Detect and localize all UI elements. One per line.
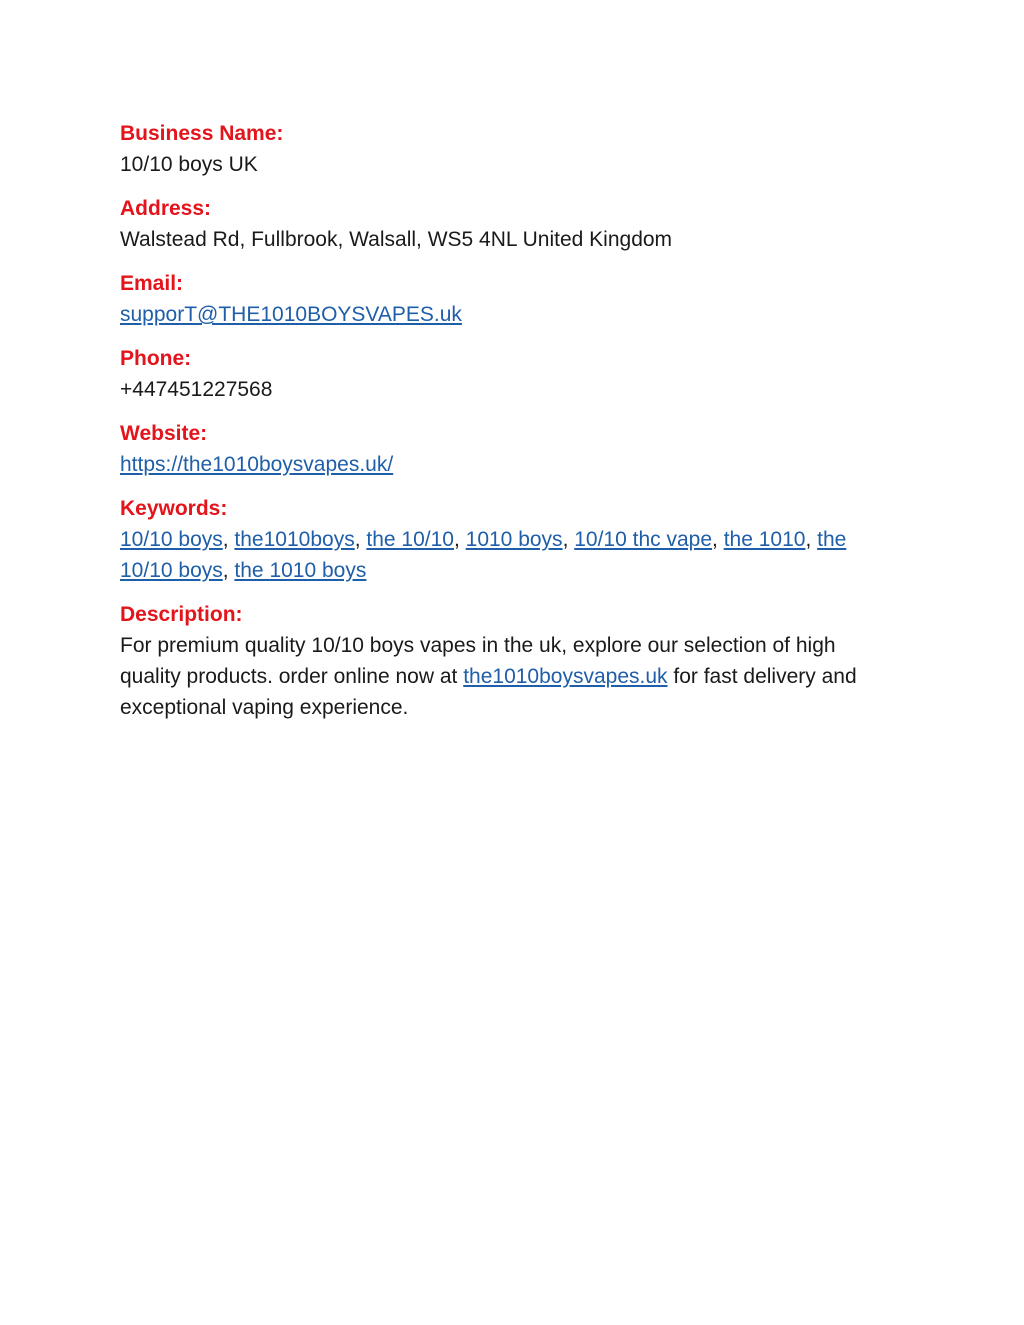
keyword-link[interactable]: 10/10 thc vape xyxy=(574,528,713,551)
keyword-link[interactable]: the 1010 boys xyxy=(234,559,367,582)
address-field xyxy=(120,193,900,255)
keyword-separator: , xyxy=(562,528,575,551)
keyword-link[interactable]: the1010boys xyxy=(234,528,355,551)
keyword-link[interactable]: the 10/10 xyxy=(366,528,454,551)
address-label: Address: xyxy=(120,197,212,220)
description-text xyxy=(120,630,900,723)
keywords-label: Keywords: xyxy=(120,497,228,520)
keyword-link[interactable]: 10/10 boys xyxy=(120,528,223,551)
keyword-separator: , xyxy=(222,559,235,582)
description-field xyxy=(120,599,900,723)
description-text-before: For premium quality 10/10 boys vapes in the uk, explore our selection of high quality products. order online now at xyxy=(120,634,836,688)
keyword-link[interactable]: the 1010 xyxy=(723,528,806,551)
description-label: Description: xyxy=(120,603,243,626)
keywords-field xyxy=(120,493,900,586)
business-name-label: Business Name: xyxy=(120,122,284,145)
business-name-field xyxy=(120,118,900,180)
email-label: Email: xyxy=(120,272,184,295)
document-page xyxy=(120,118,900,736)
description-text-after: for fast delivery and exceptional vaping experience. xyxy=(120,665,857,719)
website-field xyxy=(120,418,900,480)
phone-label: Phone: xyxy=(120,347,192,370)
phone-field xyxy=(120,343,900,405)
keyword-link[interactable]: 1010 boys xyxy=(465,528,563,551)
website-label: Website: xyxy=(120,422,208,445)
phone-value: +447451227568 xyxy=(120,378,273,401)
keyword-separator: , xyxy=(354,528,367,551)
address-value: Walstead Rd, Fullbrook, Walsall, WS5 4NL United Kingdom xyxy=(120,228,673,251)
keyword-separator: , xyxy=(453,528,466,551)
business-name-value: 10/10 boys UK xyxy=(120,153,258,176)
keyword-separator: , xyxy=(712,528,724,551)
email-field xyxy=(120,268,900,330)
keyword-separator: , xyxy=(222,528,235,551)
keywords-list xyxy=(120,524,900,586)
keyword-separator: , xyxy=(805,528,818,551)
description-website-link[interactable]: the1010boysvapes.uk xyxy=(463,665,668,688)
keyword-link[interactable]: the 10/10 boys xyxy=(120,528,847,582)
email-link[interactable]: supporT@THE1010BOYSVAPES.uk xyxy=(120,303,462,326)
website-link[interactable]: https://the1010boysvapes.uk/ xyxy=(120,453,394,476)
